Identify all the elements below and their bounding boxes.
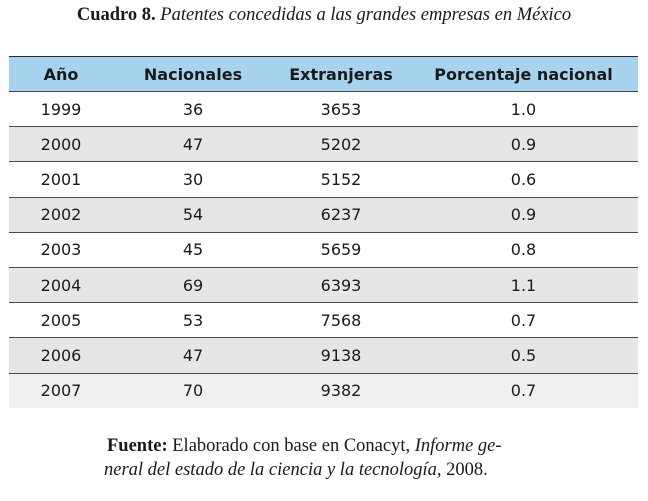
cell-porcentaje: 1.1 bbox=[409, 267, 638, 302]
table-row bbox=[9, 373, 638, 408]
table-row bbox=[9, 338, 638, 373]
cell-year: 2004 bbox=[9, 267, 113, 302]
header-porcentaje: Porcentaje nacional bbox=[409, 57, 638, 92]
table-row bbox=[9, 303, 638, 338]
table-row bbox=[9, 127, 638, 162]
cell-year: 2006 bbox=[9, 338, 113, 373]
cell-extranjeras: 6237 bbox=[273, 197, 409, 232]
cell-extranjeras: 3653 bbox=[273, 92, 409, 127]
header-year: Año bbox=[9, 57, 113, 92]
table-row bbox=[9, 197, 638, 232]
caption-label: Cuadro 8. bbox=[76, 5, 156, 25]
cell-year: 2001 bbox=[9, 162, 113, 197]
cell-year: 1999 bbox=[9, 92, 113, 127]
header-nacionales: Nacionales bbox=[113, 57, 273, 92]
cell-year: 2007 bbox=[9, 373, 113, 408]
cell-nacionales: 54 bbox=[113, 197, 273, 232]
table-body bbox=[9, 92, 638, 408]
cell-nacionales: 69 bbox=[113, 267, 273, 302]
cell-porcentaje: 0.9 bbox=[409, 197, 638, 232]
cell-porcentaje: 1.0 bbox=[409, 92, 638, 127]
cell-extranjeras: 9382 bbox=[273, 373, 409, 408]
cell-nacionales: 47 bbox=[113, 127, 273, 162]
source-line-2 bbox=[104, 458, 488, 482]
cell-porcentaje: 0.7 bbox=[409, 373, 638, 408]
patents-table bbox=[9, 57, 638, 408]
source-report-title-part2: neral del estado de la ciencia y la tecnología, bbox=[104, 460, 442, 480]
table-row bbox=[9, 267, 638, 302]
cell-porcentaje: 0.7 bbox=[409, 303, 638, 338]
table-caption bbox=[0, 4, 648, 26]
cell-porcentaje: 0.9 bbox=[409, 127, 638, 162]
header-extranjeras: Extranjeras bbox=[273, 57, 409, 92]
cell-porcentaje: 0.8 bbox=[409, 232, 638, 267]
cell-nacionales: 45 bbox=[113, 232, 273, 267]
table-row bbox=[9, 162, 638, 197]
caption-title: Patentes concedidas a las grandes empresas en México bbox=[160, 5, 572, 25]
source-text-1: Elaborado con base en Conacyt, bbox=[167, 436, 415, 456]
cell-extranjeras: 9138 bbox=[273, 338, 409, 373]
cell-year: 2000 bbox=[9, 127, 113, 162]
source-report-title-part1: Informe ge- bbox=[414, 436, 502, 456]
cell-nacionales: 70 bbox=[113, 373, 273, 408]
cell-extranjeras: 5202 bbox=[273, 127, 409, 162]
cell-extranjeras: 5659 bbox=[273, 232, 409, 267]
cell-year: 2002 bbox=[9, 197, 113, 232]
patents-table-container bbox=[9, 56, 638, 408]
cell-porcentaje: 0.6 bbox=[409, 162, 638, 197]
cell-nacionales: 36 bbox=[113, 92, 273, 127]
cell-porcentaje: 0.5 bbox=[409, 338, 638, 373]
source-year: 2008. bbox=[441, 460, 488, 480]
cell-nacionales: 53 bbox=[113, 303, 273, 338]
source-line-1 bbox=[107, 434, 502, 458]
header-row bbox=[9, 57, 638, 92]
cell-year: 2005 bbox=[9, 303, 113, 338]
cell-extranjeras: 7568 bbox=[273, 303, 409, 338]
source-label: Fuente: bbox=[107, 436, 168, 456]
table-header bbox=[9, 57, 638, 92]
table-row bbox=[9, 92, 638, 127]
cell-nacionales: 47 bbox=[113, 338, 273, 373]
table-row bbox=[9, 232, 638, 267]
cell-extranjeras: 6393 bbox=[273, 267, 409, 302]
cell-year: 2003 bbox=[9, 232, 113, 267]
cell-nacionales: 30 bbox=[113, 162, 273, 197]
cell-extranjeras: 5152 bbox=[273, 162, 409, 197]
